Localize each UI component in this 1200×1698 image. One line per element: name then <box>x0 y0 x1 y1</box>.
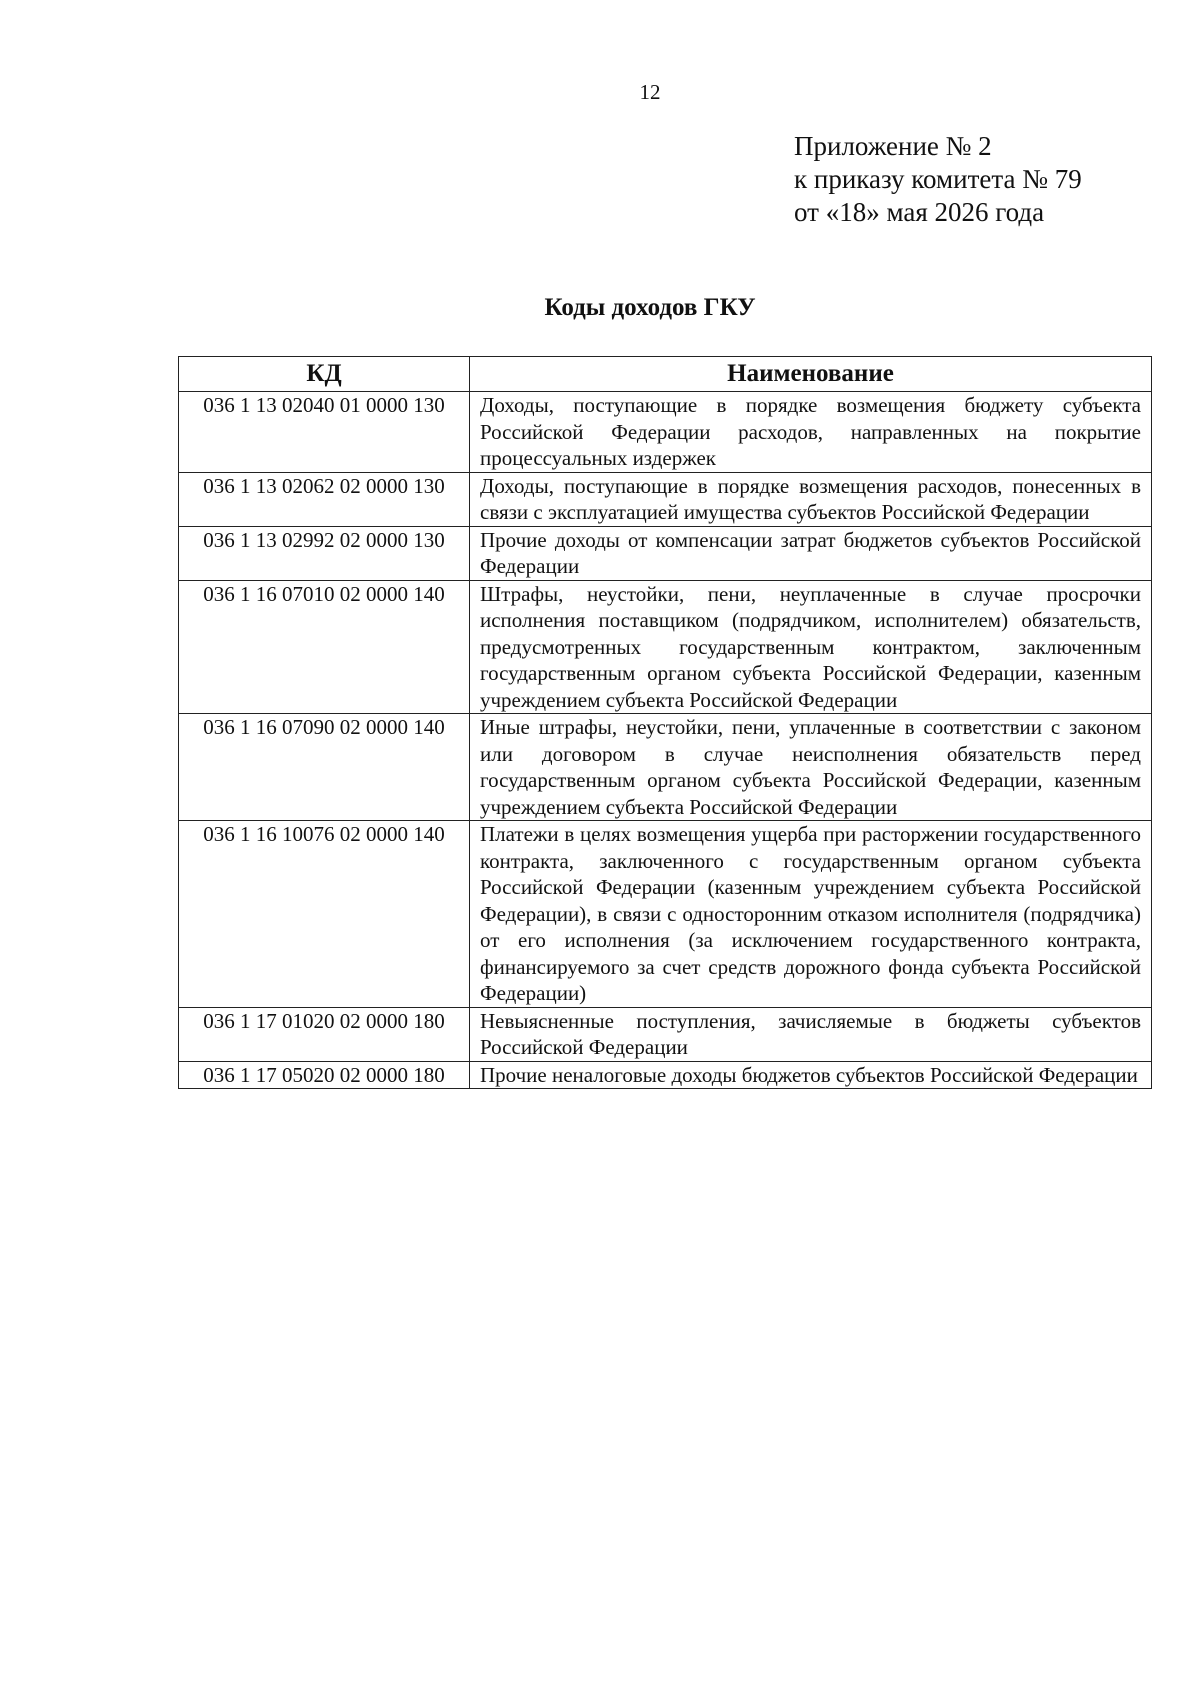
row-code: 036 1 17 05020 02 0000 180 <box>179 1061 470 1089</box>
row-name: Иные штрафы, неустойки, пени, уплаченные в соответствии с законом или договором в случае неисполнения обязательств перед государственным органом субъекта Российской Федерации, казенным учреждением субъекта Российской Федерации <box>470 714 1152 821</box>
row-name: Платежи в целях возмещения ущерба при расторжении государственного контракта, заключенного с государственным органом субъекта Российской Федерации (казенным учреждением субъекта Российской Федерации), в связи с односторонним отказом исполнителя (подрядчика) от его исполнения (за исключением государственного контракта, финансируемого за счет средств дорожного фонда субъекта Российской Федерации) <box>470 821 1152 1008</box>
table-row <box>179 1007 1152 1061</box>
header-name: Наименование <box>470 357 1152 392</box>
row-code: 036 1 16 10076 02 0000 140 <box>179 821 470 1008</box>
table-row <box>179 1061 1152 1089</box>
row-code: 036 1 13 02992 02 0000 130 <box>179 526 470 580</box>
income-codes-table <box>178 356 1152 1089</box>
appendix-block <box>794 130 1082 229</box>
row-name: Прочие неналоговые доходы бюджетов субъектов Российской Федерации <box>470 1061 1152 1089</box>
row-code: 036 1 17 01020 02 0000 180 <box>179 1007 470 1061</box>
appendix-line-2: к приказу комитета № 79 <box>794 164 1082 194</box>
row-code: 036 1 13 02040 01 0000 130 <box>179 392 470 473</box>
row-name: Доходы, поступающие в порядке возмещения расходов, понесенных в связи с эксплуатацией имущества субъектов Российской Федерации <box>470 472 1152 526</box>
table-row <box>179 714 1152 821</box>
table-row <box>179 821 1152 1008</box>
row-code: 036 1 13 02062 02 0000 130 <box>179 472 470 526</box>
table-row <box>179 580 1152 714</box>
row-name: Прочие доходы от компенсации затрат бюджетов субъектов Российской Федерации <box>470 526 1152 580</box>
row-name: Доходы, поступающие в порядке возмещения бюджету субъекта Российской Федерации расходов, направленных на покрытие процессуальных издержек <box>470 392 1152 473</box>
row-name: Штрафы, неустойки, пени, неуплаченные в случае просрочки исполнения поставщиком (подрядчиком, исполнителем) обязательств, предусмотренных государственным контрактом, заключенным государственным органом субъекта Российской Федерации, казенным учреждением субъекта Российской Федерации <box>470 580 1152 714</box>
appendix-line-1: Приложение № 2 <box>794 131 992 161</box>
table-header-row <box>179 357 1152 392</box>
page-number: 12 <box>639 80 661 104</box>
appendix-line-3: от «18» мая 2026 года <box>794 197 1045 227</box>
row-code: 036 1 16 07010 02 0000 140 <box>179 580 470 714</box>
row-code: 036 1 16 07090 02 0000 140 <box>179 714 470 821</box>
document-title: Коды доходов ГКУ <box>544 294 756 321</box>
table-row <box>179 526 1152 580</box>
table-row <box>179 392 1152 473</box>
table-row <box>179 472 1152 526</box>
row-name: Невыясненные поступления, зачисляемые в бюджеты субъектов Российской Федерации <box>470 1007 1152 1061</box>
header-code: КД <box>179 357 470 392</box>
